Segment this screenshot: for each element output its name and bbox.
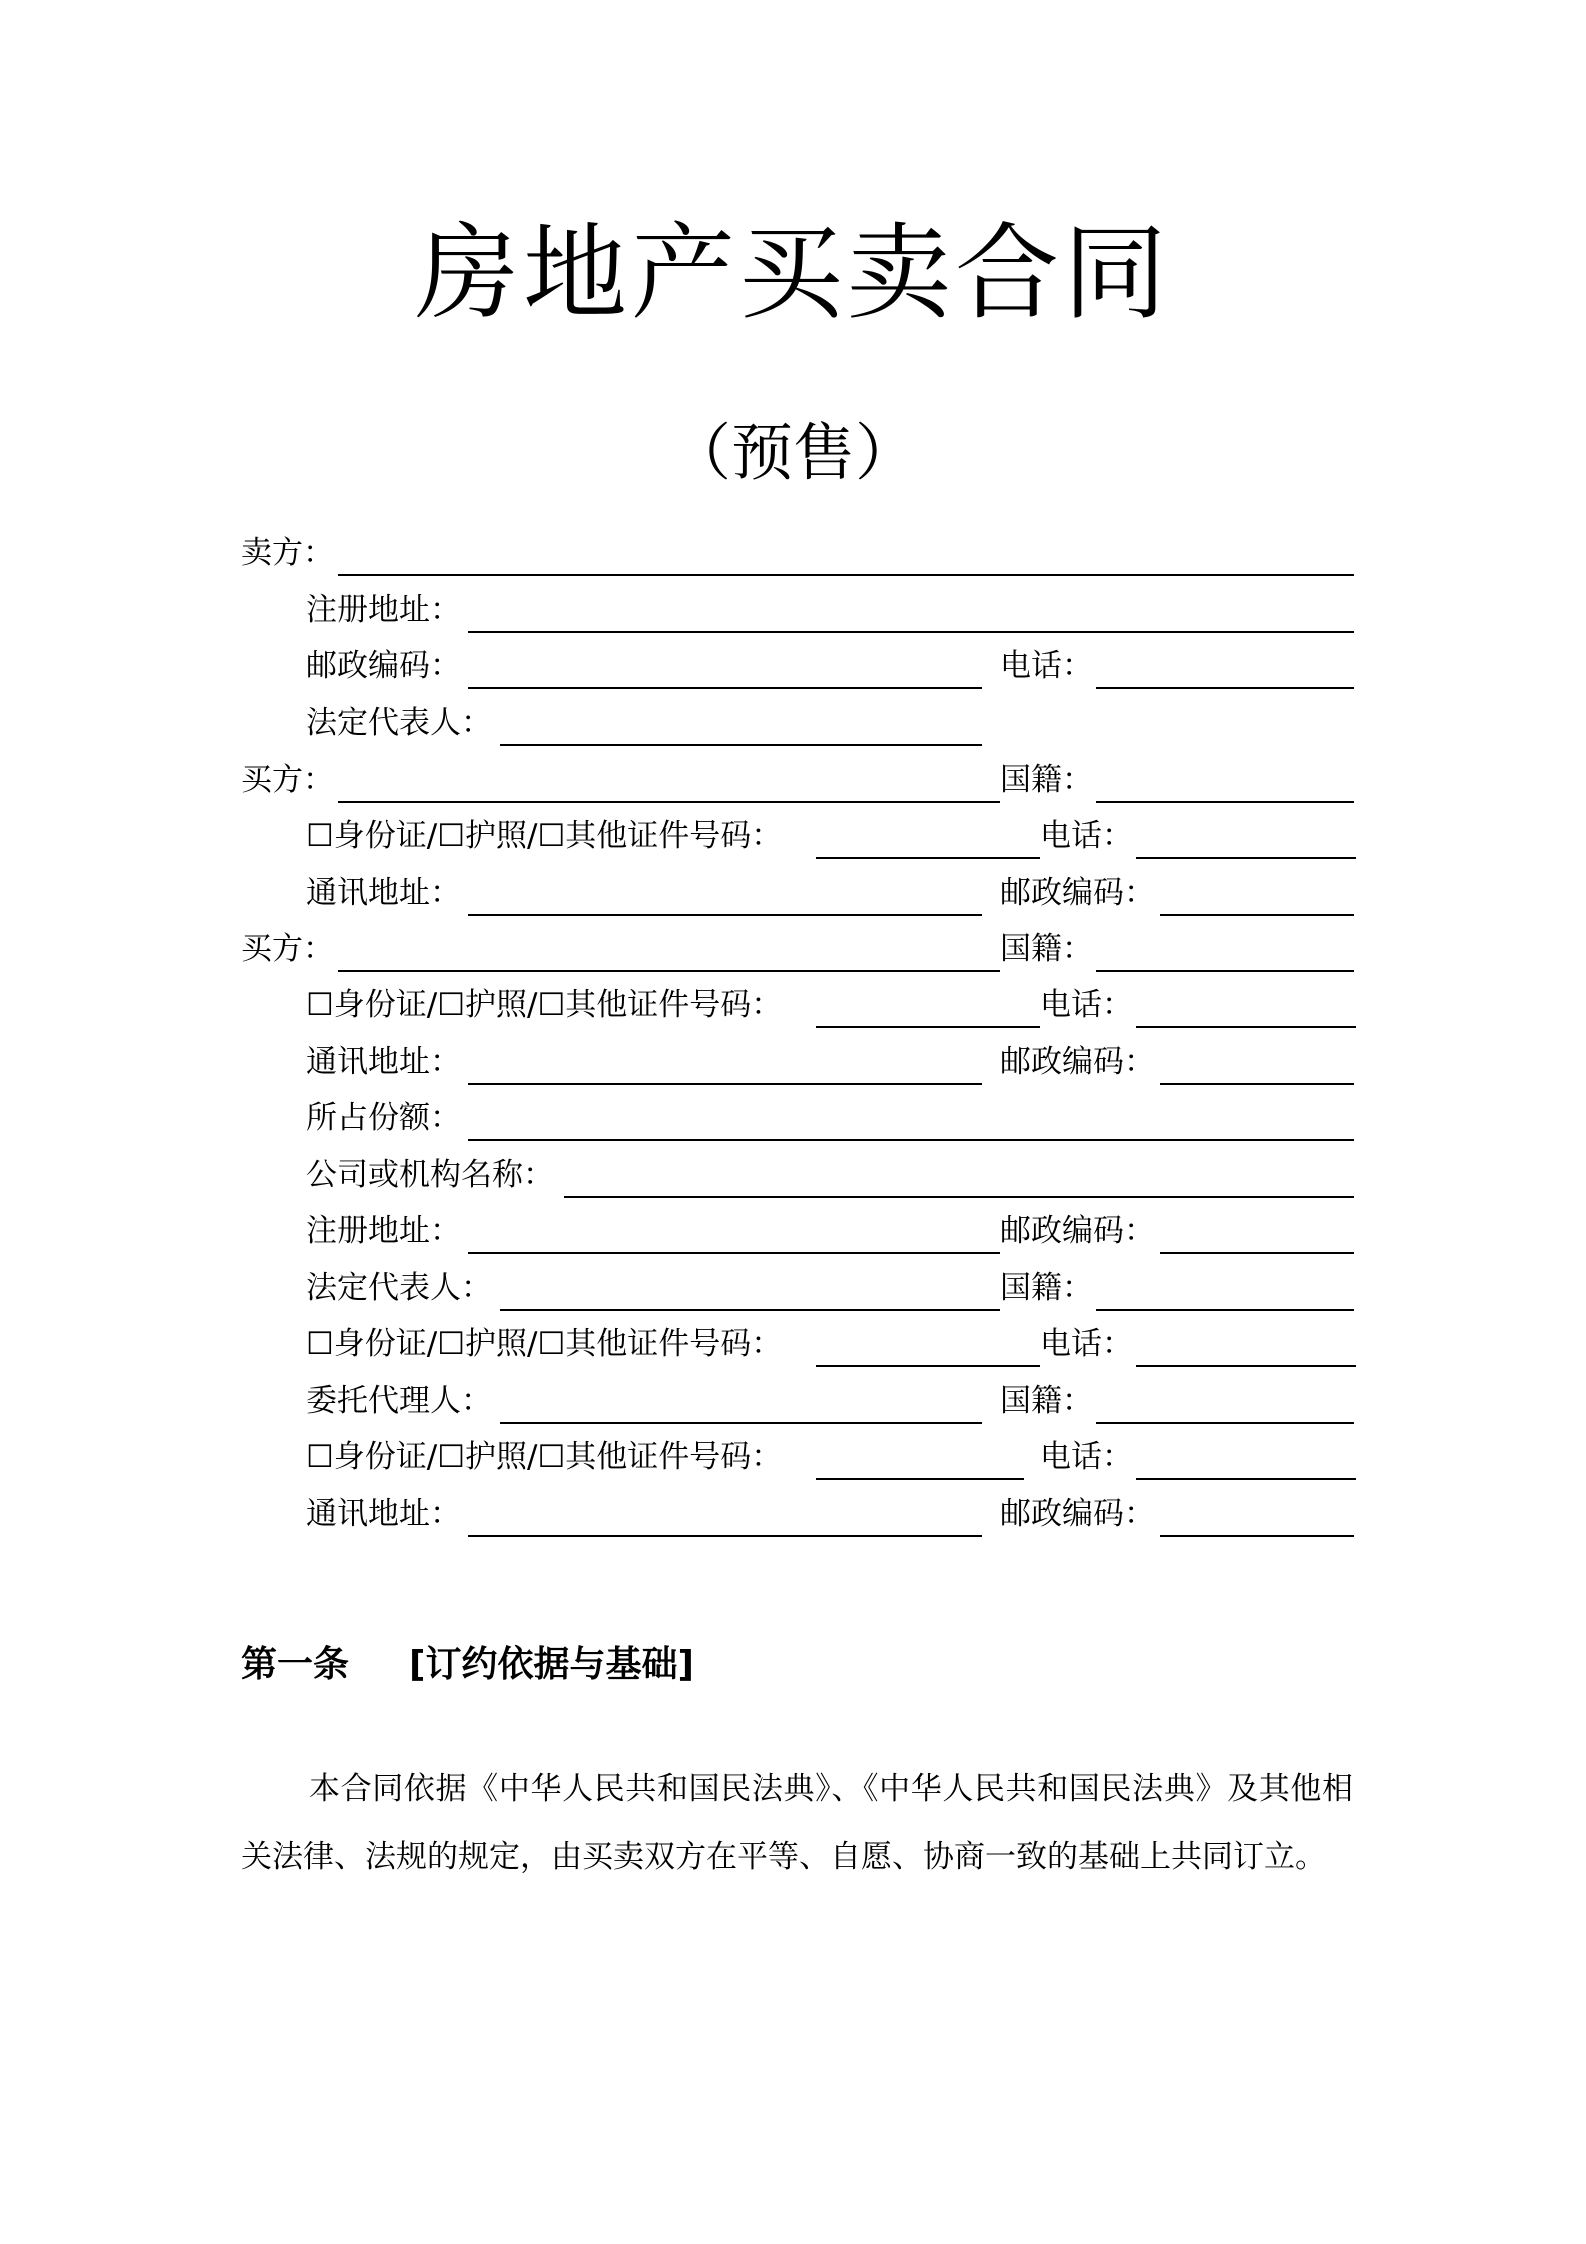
- company-reg-addr-label: 注册地址：: [306, 1213, 461, 1249]
- company-reg-addr-field[interactable]: [468, 1252, 1000, 1254]
- buyer1-mail-addr-field[interactable]: [468, 914, 982, 916]
- agent-mail-addr-label: 通讯地址：: [306, 1496, 461, 1532]
- buyer1-mail-addr-label: 通讯地址：: [306, 875, 461, 911]
- company-legal-rep-phone-field[interactable]: [1136, 1365, 1356, 1367]
- agent-mail-addr-field[interactable]: [468, 1535, 982, 1537]
- company-legal-rep-id-field[interactable]: [816, 1365, 1040, 1367]
- company-label: 公司或机构名称：: [306, 1157, 554, 1193]
- buyer2-nationality-field[interactable]: [1096, 970, 1354, 972]
- share-label: 所占份额：: [306, 1100, 461, 1136]
- buyer1-nationality-label: 国籍：: [1000, 762, 1093, 798]
- company-legal-rep-field[interactable]: [500, 1309, 1000, 1311]
- seller-reg-addr-field[interactable]: [468, 631, 1354, 633]
- article1-body: 本合同依据《中华人民共和国民法典》、《中华人民共和国民法典》及其他相关法律、法规的规定，由买卖双方在平等、自愿、协商一致的基础上共同订立。: [241, 1771, 1353, 1875]
- buyer2-id-label: ☐身份证/☐护照/☐其他证件号码：: [306, 987, 783, 1023]
- buyer2-mail-addr-label: 通讯地址：: [306, 1044, 461, 1080]
- seller-legal-rep-label: 法定代表人：: [306, 705, 492, 741]
- share-field[interactable]: [468, 1139, 1354, 1141]
- buyer1-phone-field[interactable]: [1136, 857, 1356, 859]
- agent-label: 委托代理人：: [306, 1383, 492, 1419]
- document-title: 房地产买卖合同: [414, 212, 1171, 334]
- article1-number: 第一条: [241, 1644, 350, 1685]
- buyer2-postcode-field[interactable]: [1160, 1083, 1354, 1085]
- buyer1-label: 买方：: [241, 762, 334, 798]
- company-field[interactable]: [564, 1196, 1354, 1198]
- seller-reg-addr-label: 注册地址：: [306, 592, 461, 628]
- company-legal-rep-phone-label: 电话：: [1040, 1326, 1133, 1362]
- company-legal-rep-nationality-field[interactable]: [1096, 1309, 1354, 1311]
- buyer2-field[interactable]: [338, 970, 1000, 972]
- document-subtitle: （预售）: [668, 416, 917, 489]
- buyer1-nationality-field[interactable]: [1096, 801, 1354, 803]
- company-legal-rep-nationality-label: 国籍：: [1000, 1270, 1093, 1306]
- buyer2-nationality-label: 国籍：: [1000, 931, 1093, 967]
- agent-field[interactable]: [500, 1422, 982, 1424]
- agent-postcode-label: 邮政编码：: [1000, 1496, 1155, 1532]
- buyer1-id-label: ☐身份证/☐护照/☐其他证件号码：: [306, 818, 783, 854]
- seller-field[interactable]: [338, 574, 1354, 576]
- article1-heading: [241, 1640, 694, 1690]
- buyer2-mail-addr-field[interactable]: [468, 1083, 982, 1085]
- agent-nationality-label: 国籍：: [1000, 1383, 1093, 1419]
- buyer1-postcode-label: 邮政编码：: [1000, 875, 1155, 911]
- seller-phone-label: 电话：: [1000, 648, 1093, 684]
- buyer2-phone-field[interactable]: [1136, 1026, 1356, 1028]
- buyer2-postcode-label: 邮政编码：: [1000, 1044, 1155, 1080]
- buyer2-label: 买方：: [241, 931, 334, 967]
- agent-nationality-field[interactable]: [1096, 1422, 1354, 1424]
- agent-id-field[interactable]: [816, 1478, 1024, 1480]
- buyer1-id-field[interactable]: [816, 857, 1040, 859]
- article1-title: [订约依据与基础]: [409, 1644, 694, 1685]
- buyer1-postcode-field[interactable]: [1160, 914, 1354, 916]
- company-postcode-label: 邮政编码：: [1000, 1213, 1155, 1249]
- seller-label: 卖方：: [241, 535, 334, 571]
- seller-postcode-field[interactable]: [468, 687, 982, 689]
- agent-id-label: ☐身份证/☐护照/☐其他证件号码：: [306, 1439, 783, 1475]
- company-legal-rep-label: 法定代表人：: [306, 1270, 492, 1306]
- agent-postcode-field[interactable]: [1160, 1535, 1354, 1537]
- buyer2-phone-label: 电话：: [1040, 987, 1133, 1023]
- buyer1-field[interactable]: [338, 801, 1000, 803]
- seller-postcode-label: 邮政编码：: [306, 648, 461, 684]
- agent-phone-field[interactable]: [1136, 1478, 1356, 1480]
- buyer2-id-field[interactable]: [816, 1026, 1040, 1028]
- company-legal-rep-id-label: ☐身份证/☐护照/☐其他证件号码：: [306, 1326, 783, 1362]
- seller-phone-field[interactable]: [1096, 687, 1354, 689]
- buyer1-phone-label: 电话：: [1040, 818, 1133, 854]
- company-postcode-field[interactable]: [1160, 1252, 1354, 1254]
- agent-phone-label: 电话：: [1040, 1439, 1133, 1475]
- seller-legal-rep-field[interactable]: [500, 744, 982, 746]
